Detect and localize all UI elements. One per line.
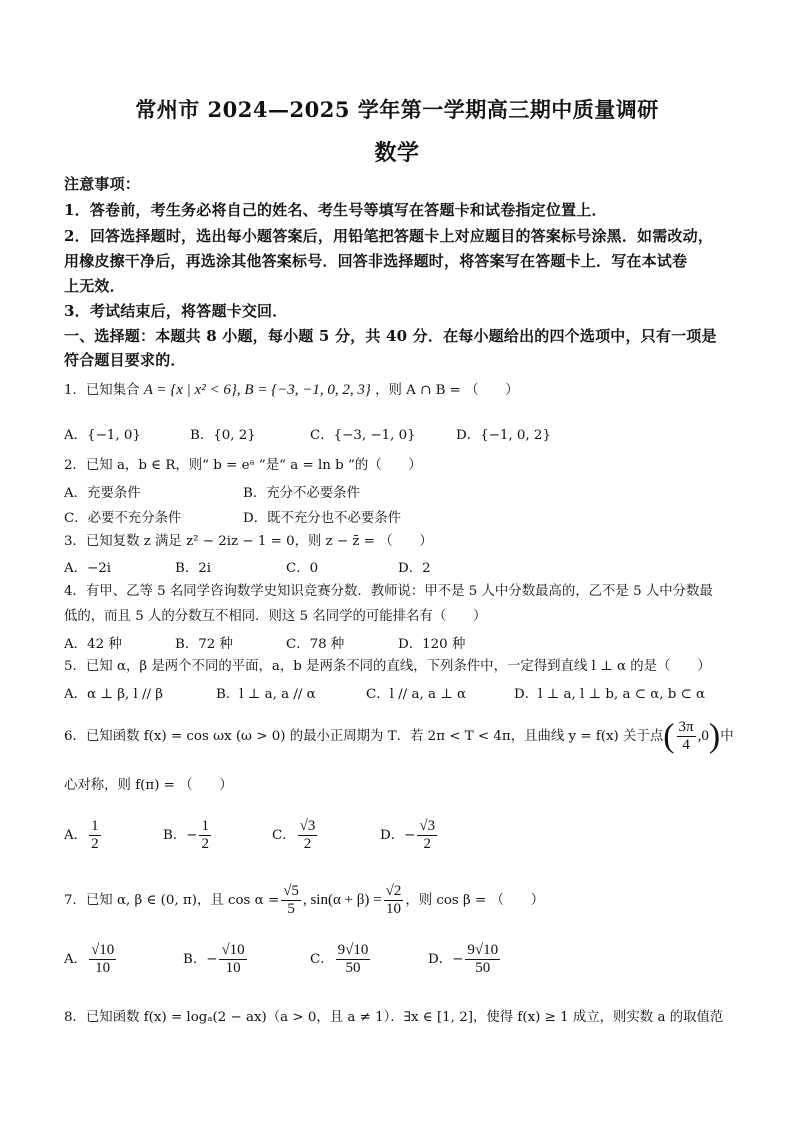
question-3-option-d[interactable]: D．2 — [398, 561, 431, 576]
notice-item-1: 1．答卷前，考生务必将自己的姓名、考生号等填写在答题卡和试卷指定位置上． — [64, 201, 607, 219]
question-4-option-b[interactable]: B．72 种 — [175, 637, 233, 652]
question-1-suffix: ，则 A ∩ B = （ ） — [375, 383, 519, 398]
question-7-option-b[interactable]: B．− $\frac{√10}{10}$ — [183, 942, 245, 976]
question-2-option-d[interactable]: D．既不充分也不必要条件 — [243, 511, 402, 526]
question-4-option-d[interactable]: D．120 种 — [398, 637, 466, 652]
question-1-set-a: A = {x | x² < 6} — [143, 382, 237, 398]
question-5-option-a[interactable]: A．α ⊥ β, l // β — [64, 687, 164, 702]
question-1-option-c[interactable]: C．{−3, −1, 0} — [310, 428, 416, 443]
question-5-stem: 5．已知 α，β 是两个不同的平面，a，b 是两条不同的直线，下列条件中，一定得到直线 l ⊥ α 的是（ ） — [64, 659, 711, 674]
section-1-heading-line-1: 一、选择题：本题共 8 小题，每小题 5 分，共 40 分．在每小题给出的四个选项中，只有一项是 — [64, 327, 717, 345]
question-6-stem-line-2: 心对称，则 f(π) = （ ） — [64, 778, 233, 793]
question-2-stem: 2．已知 a，b ∈ R，则“ b = eᵃ ”是“ a = ln b ”的（ ） — [64, 458, 422, 473]
question-8-stem: 8．已知函数 f(x) = logₐ(2 − ax)（a > 0，且 a ≠ 1）．∃x ∈ [1, 2]，使得 f(x) ≥ 1 成立，则实数 a 的取值范 — [64, 1010, 724, 1025]
exam-title: 常州市 2024—2025 学年第一学期高三期中质量调研 — [135, 97, 659, 122]
question-1-option-a[interactable]: A．{−1, 0} — [64, 428, 141, 443]
question-6-point-fraction: $\frac{3\pi}{4}$ — [678, 719, 694, 753]
question-3-option-c[interactable]: C．0 — [286, 561, 319, 576]
question-4-option-a[interactable]: A．42 种 — [64, 637, 122, 652]
question-4-stem-line-2: 低的，而且 5 人的分数互不相同．则这 5 名同学的可能排名有（ ） — [64, 609, 487, 624]
question-2-option-c[interactable]: C．必要不充分条件 — [64, 511, 182, 526]
question-7-stem: 7．已知 α, β ∈ (0, π)，且 cos α = $\frac{√5}{5}$ , sin(α + β) = $\frac{√2}{10}$ ，则 cos β = （ ） — [64, 883, 545, 917]
question-7-option-a[interactable]: A． $\frac{√10}{10}$ — [64, 942, 115, 976]
question-1-set-b: B = {−3, −1, 0, 2, 3} — [244, 382, 371, 398]
question-5-option-b[interactable]: B．l ⊥ a, a // α — [216, 687, 316, 702]
question-1-option-b[interactable]: B．{0, 2} — [190, 428, 256, 443]
section-1-heading-line-2: 符合题目要求的． — [64, 351, 186, 369]
question-2-option-b[interactable]: B．充分不必要条件 — [243, 486, 360, 501]
question-6-stem-part-1: 6．已知函数 f(x) = cos ωx (ω > 0) 的最小正周期为 T．若 2π < T < 4π，且曲线 y = f(x) 关于点 — [64, 729, 664, 744]
question-3-option-a[interactable]: A．−2i — [64, 561, 112, 576]
question-7-option-d[interactable]: D．− $\frac{9√10}{50}$ — [428, 942, 499, 976]
question-6-option-d[interactable]: D．− $\frac{√3}{2}$ — [380, 818, 436, 852]
notice-item-2-line-2: 用橡皮擦干净后，再选涂其他答案标号．回答非选择题时，将答案写在答题卡上．写在本试卷 — [64, 252, 688, 270]
question-4-option-c[interactable]: C．78 种 — [286, 637, 345, 652]
notice-item-2-line-3: 上无效． — [64, 277, 125, 295]
notice-item-3: 3．考试结束后，将答题卡交回． — [64, 302, 288, 320]
notice-item-2-line-1: 2．回答选择题时，选出每小题答案后，用铅笔把答题卡上对应题目的答案标号涂黑．如需改动， — [64, 227, 714, 245]
exam-subject: 数学 — [374, 140, 420, 166]
notice-heading: 注意事项： — [64, 175, 141, 193]
question-5-option-c[interactable]: C．l // a, a ⊥ α — [366, 687, 467, 702]
question-2-option-a[interactable]: A．充要条件 — [64, 486, 141, 501]
question-1-stem: 1．已知集合 A = {x | x² < 6}, B = {−3, −1, 0, 2, 3} ，则 A ∩ B = （ ） — [64, 382, 519, 398]
question-6-option-a[interactable]: A． $\frac{1}{2}$ — [64, 818, 99, 852]
question-4-stem-line-1: 4．有甲、乙等 5 名同学咨询数学史知识竞赛分数．教师说：甲不是 5 人中分数最高的，乙不是 5 人中分数最 — [64, 584, 713, 599]
question-3-stem: 3．已知复数 z 满足 z² − 2iz − 1 = 0，则 z − z̄ = （ ） — [64, 534, 433, 549]
question-7-option-c[interactable]: C． $\frac{9√10}{50}$ — [310, 942, 369, 976]
question-6-stem-line-1: 6．已知函数 f(x) = cos ωx (ω > 0) 的最小正周期为 T．若 2π < T < 4π，且曲线 y = f(x) 关于点( $\frac{3\pi}{4}$ ,0)中 — [64, 717, 734, 755]
question-6-option-b[interactable]: B．− $\frac{1}{2}$ — [163, 818, 209, 852]
question-6-option-c[interactable]: C． $\frac{√3}{2}$ — [272, 818, 316, 852]
question-5-option-d[interactable]: D．l ⊥ a, l ⊥ b, a ⊂ α, b ⊂ α — [514, 687, 706, 702]
question-1-prefix: 1．已知集合 — [64, 383, 140, 398]
question-1-option-d[interactable]: D．{−1, 0, 2} — [456, 428, 551, 443]
question-3-option-b[interactable]: B．2i — [175, 561, 212, 576]
